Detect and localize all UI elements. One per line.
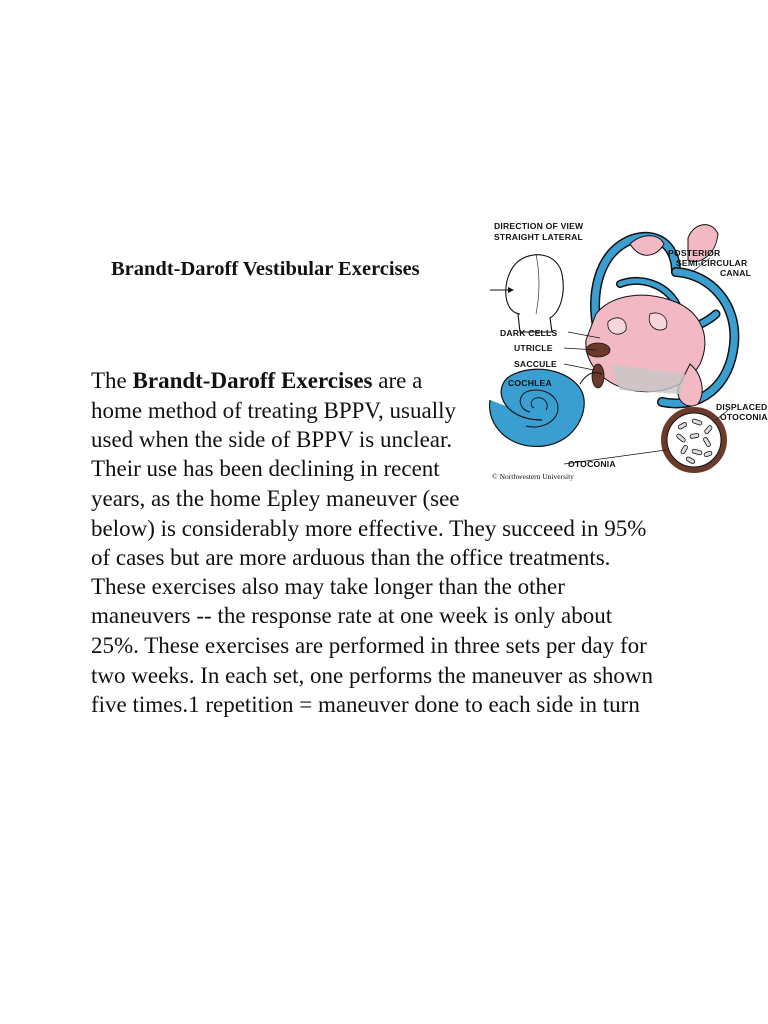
inner-ear-illustration: [480, 214, 768, 490]
label-direction-of-view: DIRECTION OF VIEW: [494, 221, 584, 231]
body-paragraph-line-5: years, as the home Epley maneuver (see: [91, 486, 460, 511]
body-text-intro: The: [91, 368, 133, 393]
body-paragraph-line-1: [91, 366, 422, 396]
label-semi-circular: SEMI-CIRCULAR: [676, 258, 748, 268]
body-paragraph-line-6: below) is considerably more effective. They succeed in 95%: [91, 516, 647, 541]
label-straight-lateral: STRAIGHT LATERAL: [494, 232, 583, 242]
figure-copyright: © Northwestern University: [492, 472, 574, 481]
label-otoconia: OTOCONIA: [568, 459, 616, 469]
body-text-continuation: are a: [372, 368, 423, 393]
body-paragraph-line-12: five times.1 repetition = maneuver done to each side in turn: [91, 692, 640, 717]
label-utricle: UTRICLE: [514, 343, 553, 353]
head-outline-icon: [506, 254, 564, 332]
label-cochlea: COCHLEA: [508, 378, 552, 388]
label-posterior: POSTERIOR: [668, 248, 721, 258]
body-paragraph-line-10: 25%. These exercises are performed in three sets per day for: [91, 633, 647, 658]
label-saccule: SACCULE: [514, 359, 557, 369]
label-dark-cells: DARK CELLS: [500, 328, 558, 338]
body-paragraph-line-7: of cases but are more arduous than the office treatments.: [91, 545, 611, 570]
body-text-bold-term: Brandt-Daroff Exercises: [132, 368, 373, 393]
label-otoconia-displaced: OTOCONIA: [720, 412, 768, 422]
label-canal: CANAL: [720, 268, 752, 278]
otoconia-magnified-circle: [664, 410, 724, 470]
body-paragraph-line-2: home method of treating BPPV, usually: [91, 398, 457, 423]
label-displaced: DISPLACED: [716, 402, 768, 412]
body-paragraph-line-9: maneuvers -- the response rate at one week is only about: [91, 603, 613, 628]
view-arrow-icon: [490, 287, 514, 293]
body-paragraph-line-8: These exercises also may take longer than the other: [91, 574, 565, 599]
page-title: Brandt-Daroff Vestibular Exercises: [111, 258, 420, 280]
body-paragraph-line-4: Their use has been declining in recent: [91, 456, 440, 481]
body-paragraph-line-11: two weeks. In each set, one performs the maneuver as shown: [91, 663, 654, 688]
body-paragraph-line-3: used when the side of BPPV is unclear.: [91, 427, 453, 452]
inner-ear-diagram: [480, 214, 768, 490]
